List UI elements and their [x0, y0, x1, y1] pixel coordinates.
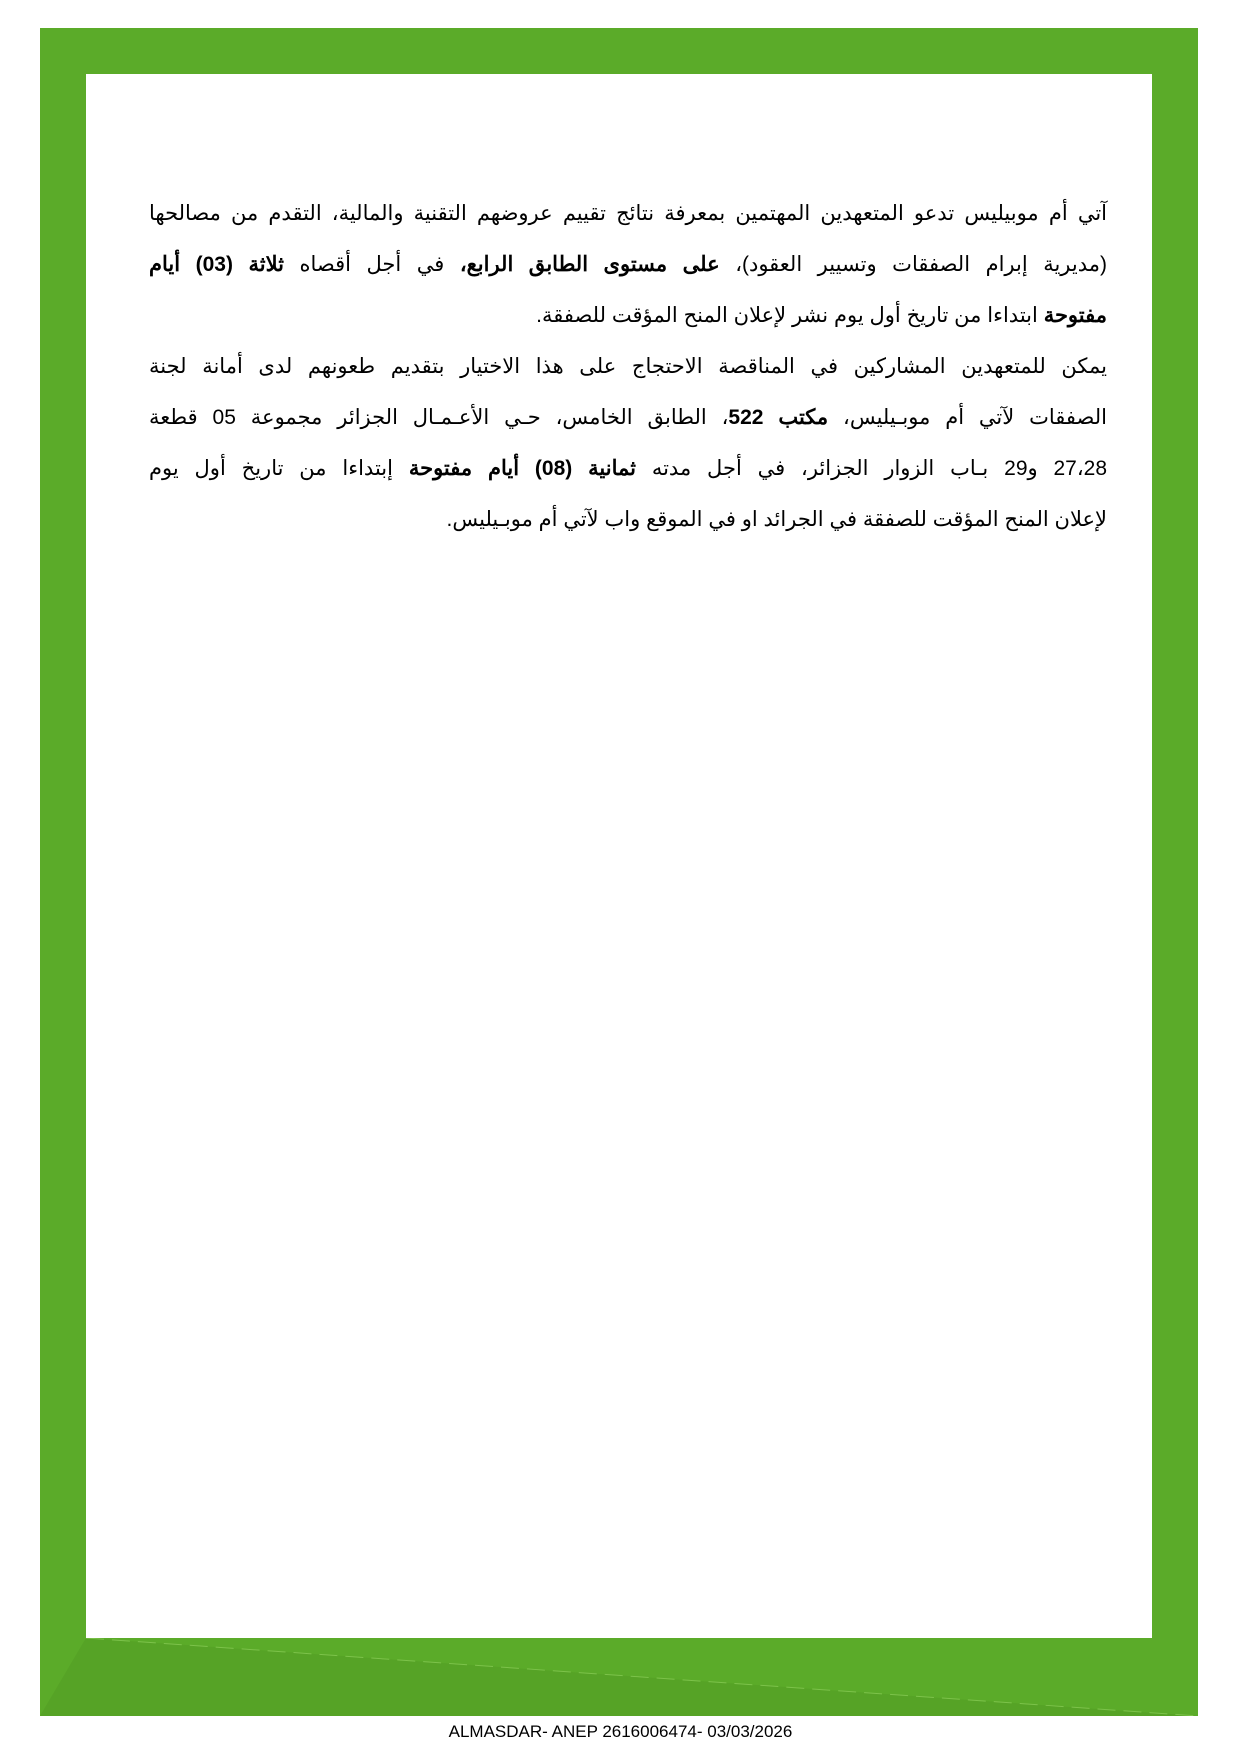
bold-deadline: ثلاثة (03) أيام — [149, 253, 284, 276]
text-line — [149, 494, 1107, 545]
bold-deadline: مفتوحة — [1043, 304, 1107, 327]
text-line — [149, 341, 1107, 392]
text: يمكن للمتعهدين المشاركين في المناقصة الاحتجاج على هذا الاختيار بتقديم طعونهم لدى أمانة لجنة — [149, 355, 1107, 378]
text-line — [149, 188, 1107, 239]
announcement-body — [149, 188, 1107, 545]
text: ، الطابق الخامس، حـي الأعـمـال الجزائر مجموعة 05 قطعة — [149, 406, 729, 429]
text: 27،28 و29 بـاب الزوار الجزائر، في أجل مدته — [635, 457, 1107, 480]
text-line — [149, 239, 1107, 290]
text: (مديرية إبرام الصفقات وتسيير العقود)، — [719, 253, 1107, 276]
text: إبتداءا من تاريخ أول يوم — [149, 457, 409, 480]
footer-reference: ALMASDAR- ANEP 2616006474- 03/03/2026 — [448, 1722, 793, 1741]
text-line — [149, 290, 1107, 341]
bold-office: مكتب 522 — [728, 406, 829, 429]
text-line — [149, 392, 1107, 443]
text: لإعلان المنح المؤقت للصفقة في الجرائد او في الموقع واب لآتي أم موبـيليس. — [446, 508, 1107, 531]
text: في أجل أقصاه — [283, 253, 460, 276]
text: ابتداءا من تاريخ أول يوم نشر لإعلان المنح المؤقت للصفقة. — [536, 304, 1044, 327]
text: الصفقات لآتي أم موبـيليس، — [828, 406, 1107, 429]
text-line — [149, 443, 1107, 494]
bold-deadline: ثمانية (08) أيام مفتوحة — [408, 457, 636, 480]
bold-location: على مستوى الطابق الرابع، — [459, 253, 720, 276]
text: آتي أم موبيليس تدعو المتعهدين المهتمين بمعرفة نتائج تقييم عروضهم التقنية والمالية، التقدم من مصالحها — [149, 202, 1107, 225]
